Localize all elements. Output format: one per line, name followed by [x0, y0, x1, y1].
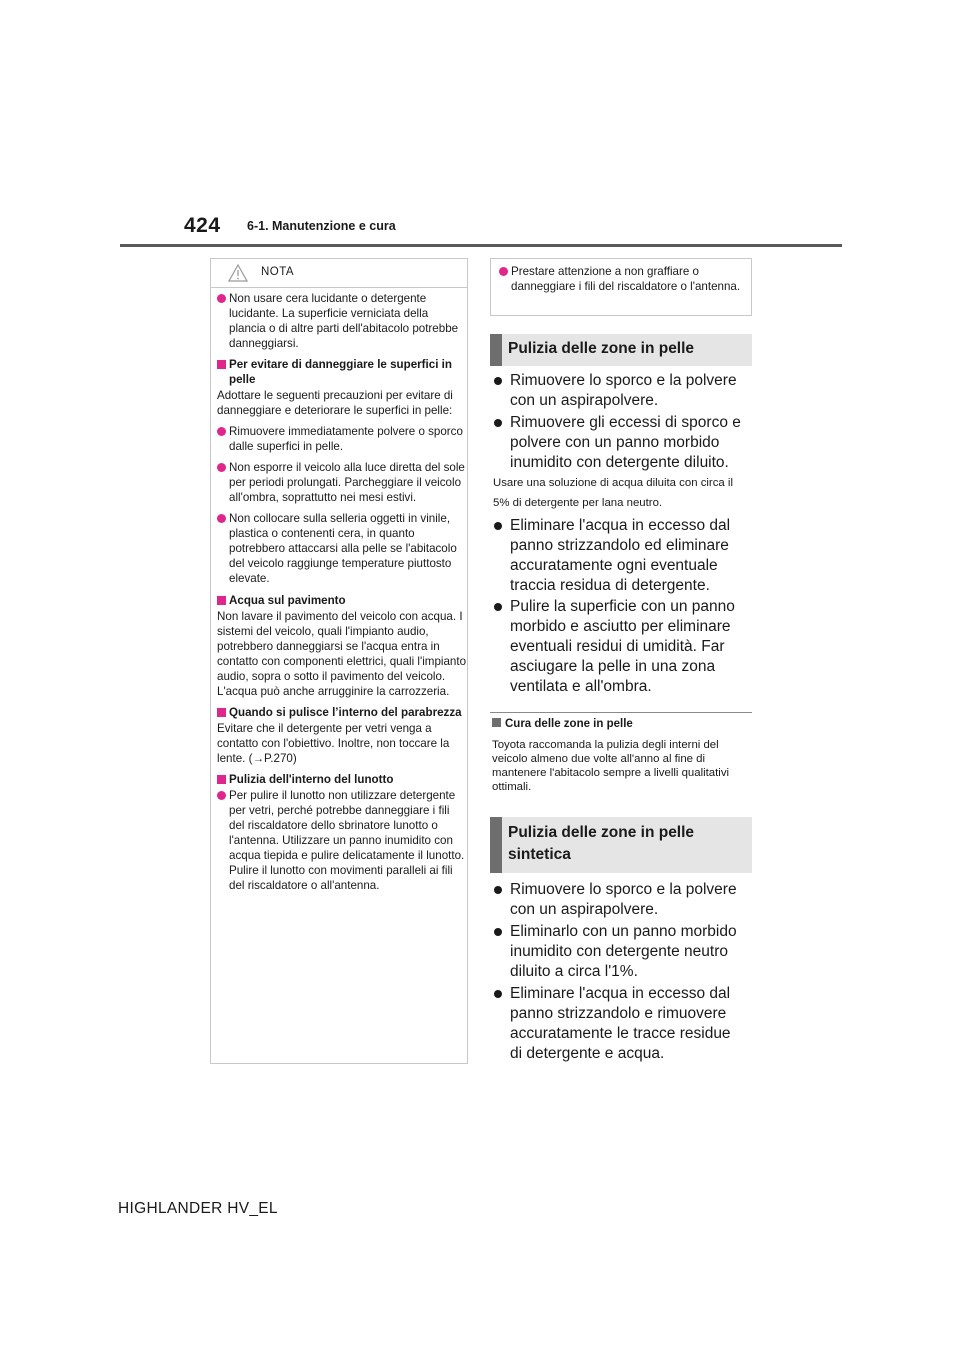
nota-subheading: Per evitare di danneggiare le superfici in pelle	[217, 357, 467, 387]
care-text: Toyota raccomanda la pulizia degli interni del veicolo almeno due volte all'anno al fine di mantenere l'abitacolo sempre a livelli qualitativi ottimali.	[492, 739, 730, 793]
bullet-dot-icon	[494, 603, 502, 611]
list-item: Rimuovere lo sporco e la polvere con un aspirapolvere.	[494, 880, 746, 920]
page-number: 424	[184, 214, 221, 237]
list-item: Pulire la superficie con un panno morbido e asciutto per eliminare eventuali residui di umidità. Far asciugare la pelle in una zona ventilata e all'ombra.	[494, 597, 746, 697]
nota-paragraph: Evitare che il detergente per vetri venga a contatto con l'obiettivo. Inoltre, non toccare la lente. (→P.270)	[217, 722, 450, 765]
heading-synthetic-leather: Pulizia delle zone in pelle sintetica	[490, 817, 752, 873]
nota-header	[211, 259, 467, 288]
bullet-dot-icon	[217, 514, 226, 523]
bullet-dot-icon	[494, 419, 502, 427]
nota-box	[210, 258, 468, 1064]
nota-subheading: Acqua sul pavimento	[217, 593, 467, 608]
bullet-dot-icon	[217, 463, 226, 472]
bullet-dot-icon	[217, 294, 226, 303]
bullet-dot-icon	[494, 886, 502, 894]
nota-bullet: Per pulire il lunotto non utilizzare detergente per vetri, perché potrebbe danneggiare i fili del riscaldatore dello sbrinatore lunotto o l'antenna. Utilizzare un panno inumidito con acqua tiepida e pulire delicatamente il lunotto. Pulire il lunotto con movimenti paralleli ai fili del riscaldatore o all'antenna.	[217, 788, 467, 893]
nota-bullet: Rimuovere immediatamente polvere o sporco dalle superfici in pelle.	[217, 424, 467, 454]
footer-model: HIGHLANDER HV_EL	[118, 1200, 278, 1217]
list-item: Rimuovere gli eccessi di sporco e polvere con un panno morbido inumidito con detergente diluito.	[494, 413, 746, 473]
square-bullet-icon	[217, 775, 226, 784]
section-divider	[490, 712, 752, 713]
nota-paragraph: Non lavare il pavimento del veicolo con acqua. I sistemi del veicolo, quali l'impianto audio, potrebbero danneggiarsi se l'acqua entra in contatto con componenti elettrici, quali l'impianto audio, sopra o sotto il pavimento del veicolo. L'acqua può anche arrugginire la carrozzeria.	[217, 610, 467, 698]
nota-bullet: Non esporre il veicolo alla luce diretta del sole per periodi prolungati. Parcheggiare il veicolo all'ombra, soprattutto nei mesi estivi.	[217, 460, 467, 505]
bullet-dot-icon	[494, 990, 502, 998]
nota-paragraph: Adottare le seguenti precauzioni per evitare di danneggiare e deteriorare le superfici in pelle:	[217, 389, 453, 417]
square-bullet-icon	[492, 718, 501, 727]
list-item: Eliminare l'acqua in eccesso dal panno strizzandolo ed eliminare accuratamente ogni eventuale traccia residua di detergente.	[494, 516, 746, 596]
list-item: Eliminare l'acqua in eccesso dal panno strizzandolo e rimuovere accuratamente le tracce residue di detergente e acqua.	[494, 984, 746, 1064]
square-bullet-icon	[217, 360, 226, 369]
bullet-dot-icon	[494, 928, 502, 936]
list-item: Eliminarlo con un panno morbido inumidito con detergente neutro diluito a circa l'1%.	[494, 922, 746, 982]
care-heading: Cura delle zone in pelle	[492, 718, 633, 730]
nota-content	[217, 291, 467, 899]
section-title: 6-1. Manutenzione e cura	[247, 219, 396, 233]
header-divider	[120, 244, 842, 247]
square-bullet-icon	[217, 596, 226, 605]
bullet-dot-icon	[499, 267, 508, 276]
bullet-dot-icon	[217, 791, 226, 800]
leather-note: Usare una soluzione di acqua diluita con circa il 5% di detergente per lana neutro.	[493, 477, 733, 509]
nota-bullet: Prestare attenzione a non graffiare o danneggiare i fili del riscaldatore o l'antenna.	[495, 264, 761, 294]
nota-subheading: Pulizia dell'interno del lunotto	[217, 772, 467, 787]
list-item: Rimuovere lo sporco e la polvere con un aspirapolvere.	[494, 371, 746, 411]
nota-bullet: Non collocare sulla selleria oggetti in vinile, plastica o contenenti cera, in quanto potrebbero attaccarsi alla pelle se l'abitacolo del veicolo raggiunge temperature piuttosto elevate.	[217, 511, 467, 586]
square-bullet-icon	[217, 708, 226, 717]
bullet-dot-icon	[494, 522, 502, 530]
nota-label: NOTA	[261, 266, 295, 278]
bullet-dot-icon	[217, 427, 226, 436]
nota-bullet: Non usare cera lucidante o detergente lucidante. La superficie verniciata della plancia o di altre parti dell'abitacolo potrebbe danneggiarsi.	[217, 291, 467, 351]
nota-subheading: Quando si pulisce l’interno del parabrezza	[217, 705, 467, 720]
heading-leather: Pulizia delle zone in pelle	[490, 334, 752, 366]
bullet-dot-icon	[494, 377, 502, 385]
continued-note-box	[490, 258, 752, 316]
warning-triangle-icon	[228, 264, 248, 282]
